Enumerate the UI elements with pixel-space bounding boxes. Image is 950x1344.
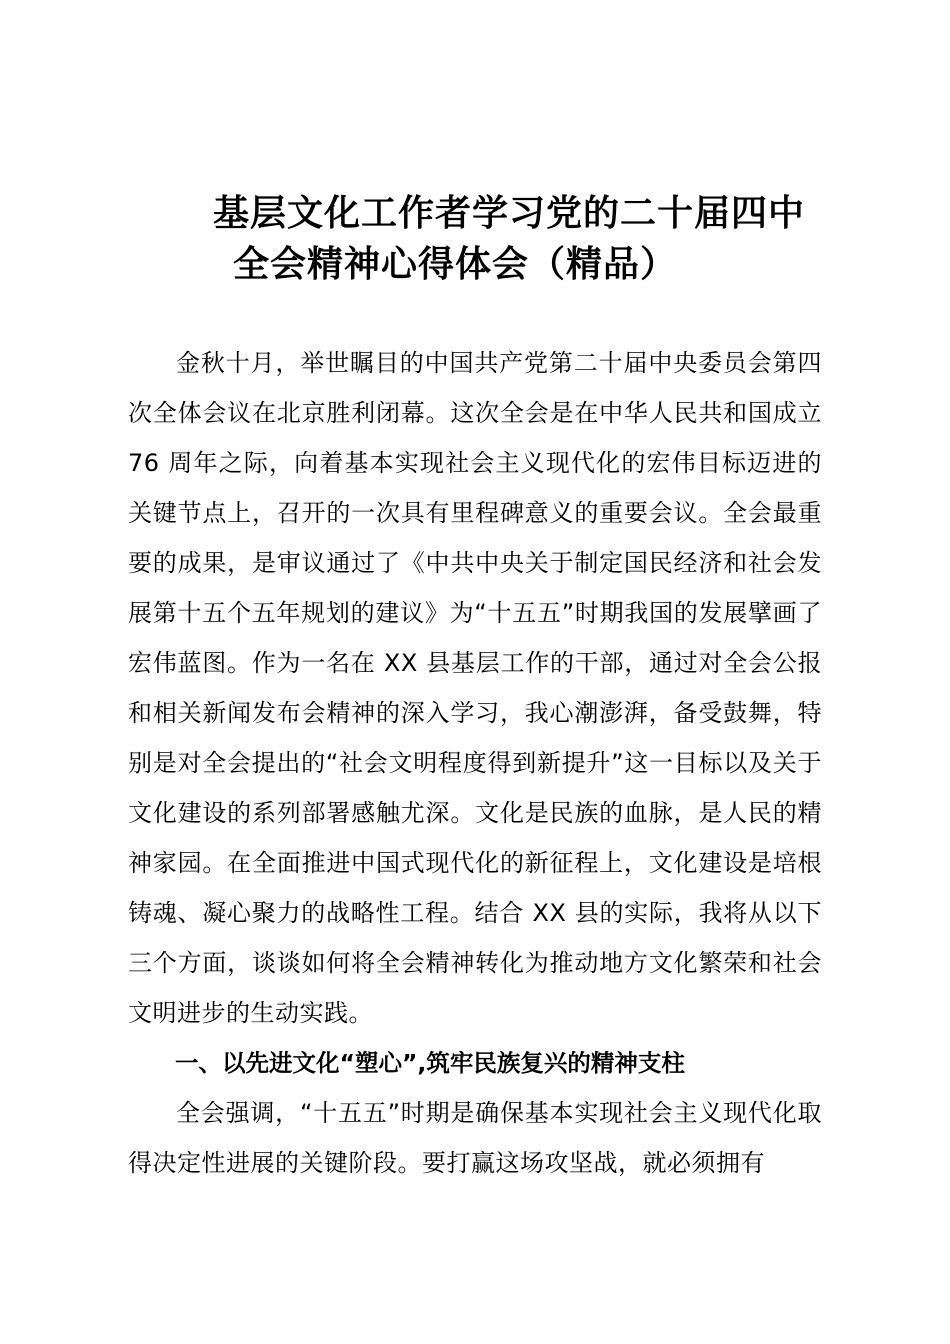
title-line-2: 全会精神心得体会（精品） (232, 244, 677, 285)
document-title (120, 188, 890, 290)
paragraph-section-1: 全会强调，“十五五”时期是确保基本实现社会主义现代化取得决定性进展的关键阶段。要打赢这场攻坚战，就必须拥有 (128, 1099, 822, 1177)
section-heading-1: 一、以先进文化“塑心”,筑牢民族复兴的精神支柱 (175, 1049, 685, 1077)
title-line-1: 基层文化工作者学习党的二十届四中 (212, 193, 805, 234)
paragraph-intro: 金秋十月，举世瞩目的中国共产党第二十届中央委员会第四次全体会议在北京胜利闭幕。这次全会是在中华人民共和国成立 76 周年之际，向着基本实现社会主义现代化的宏伟目标迈进的关键节点上，召开的一次具有里程碑意义的重要会议。全会最重要的成果，是审议通过了《中共中央关于制定国民经济和社会发展第十五个五年规划的建议》为“十五五”时期我国的发展擘画了宏伟蓝图。作为一名在 XX 县基层工作的干部，通过对全会公报和相关新闻发布会精神的深入学习，我心潮澎湃，备受鼓舞，特别是对全会提出的“社会文明程度得到新提升”这一目标以及关于文化建设的系列部署感触尤深。文化是民族的血脉，是人民的精神家园。在全面推进中国式现代化的新征程上，文化建设是培根铸魂、凝心聚力的战略性工程。结合 XX 县的实际，我将从以下三个方面，谈谈如何将全会精神转化为推动地方文化繁荣和社会文明进步的生动实践。 (128, 349, 822, 1027)
document-body (128, 338, 822, 1188)
